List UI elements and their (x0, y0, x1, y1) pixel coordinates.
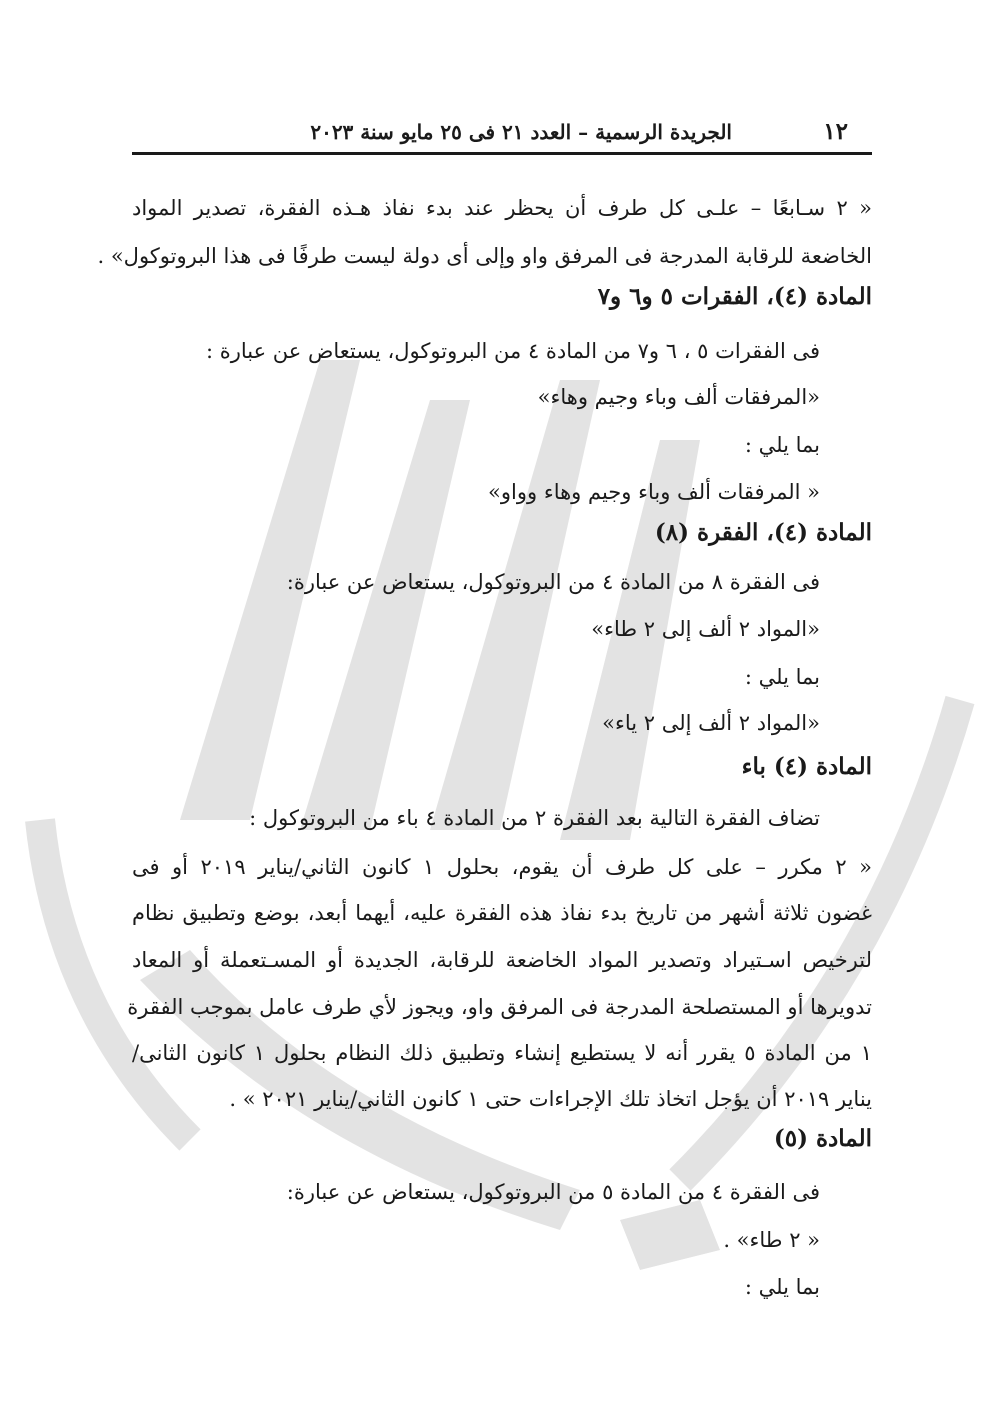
body-line: الخاضعة للرقابة المدرجة فى المرفق واو وإلى أى دولة ليست طرفًا فى هذا البروتوكول» . (97, 244, 872, 268)
body-line: بما يلي : (744, 433, 820, 457)
body-line: فى الفقرات ٥ ، ٦ و٧ من المادة ٤ من البروتوكول، يستعاض عن عبارة : (205, 339, 820, 363)
quoted-text: « المرفقات ألف وباء وجيم وهاء وواو» (488, 480, 820, 504)
body-line: غضون ثلاثة أشهر من تاريخ بدء نفاذ هذه الفقرة عليه، أيهما أبعد، بوضع وتطبيق نظام (132, 901, 872, 925)
page-header (132, 112, 872, 155)
quoted-text: «المرفقات ألف وباء وجيم وهاء» (537, 385, 820, 409)
body-line: يناير ٢٠١٩ أن يؤجل اتخاذ تلك الإجراءات حتى ١ كانون الثاني/يناير ٢٠٢١ » . (229, 1087, 872, 1111)
body-line: « ٢ سـابعًا – علـى كل طرف أن يحظر عند بدء نفاذ هـذه الفقرة، تصدير المواد (132, 196, 873, 220)
body-line: لترخيص اسـتيراد وتصدير المواد الخاضعة للرقابة، الجديدة أو المسـتعملة أو المعاد (132, 948, 872, 972)
body-line: فى الفقرة ٤ من المادة ٥ من البروتوكول، يستعاض عن عبارة: (286, 1180, 820, 1204)
article-heading: المادة (٤) باء (741, 753, 872, 780)
article-heading: المادة (٤)، الفقرات ٥ و٦ و٧ (597, 283, 872, 310)
quoted-text: «المواد ٢ ألف إلى ٢ طاء» (591, 617, 820, 641)
gazette-title: الجريدة الرسمية – العدد ٢١ فى ٢٥ مايو سنة ٢٠٢٣ (310, 120, 732, 144)
quoted-text: « ٢ طاء» . (723, 1228, 820, 1252)
article-heading: المادة (٤)، الفقرة (٨) (654, 519, 872, 546)
article-heading: المادة (٥) (773, 1125, 872, 1152)
body-line: ١ من المادة ٥ يقرر أنه لا يستطيع إنشاء وتطبيق ذلك النظام بحلول ١ كانون الثانى/ (132, 1041, 872, 1065)
body-line: بما يلي : (744, 1275, 820, 1299)
page-number: ١٢ (823, 118, 848, 145)
body-line: بما يلي : (744, 665, 820, 689)
quoted-text: «المواد ٢ ألف إلى ٢ ياء» (602, 711, 820, 735)
body-line: « ٢ مكرر – على كل طرف أن يقوم، بحلول ١ كانون الثاني/يناير ٢٠١٩ أو فى (132, 855, 872, 879)
body-line: فى الفقرة ٨ من المادة ٤ من البروتوكول، يستعاض عن عبارة: (286, 570, 820, 594)
body-line: تدويرها أو المستصلحة المدرجة فى المرفق واو، ويجوز لأي طرف عامل بموجب الفقرة (127, 995, 872, 1019)
body-line: تضاف الفقرة التالية بعد الفقرة ٢ من المادة ٤ باء من البروتوكول : (249, 806, 820, 830)
